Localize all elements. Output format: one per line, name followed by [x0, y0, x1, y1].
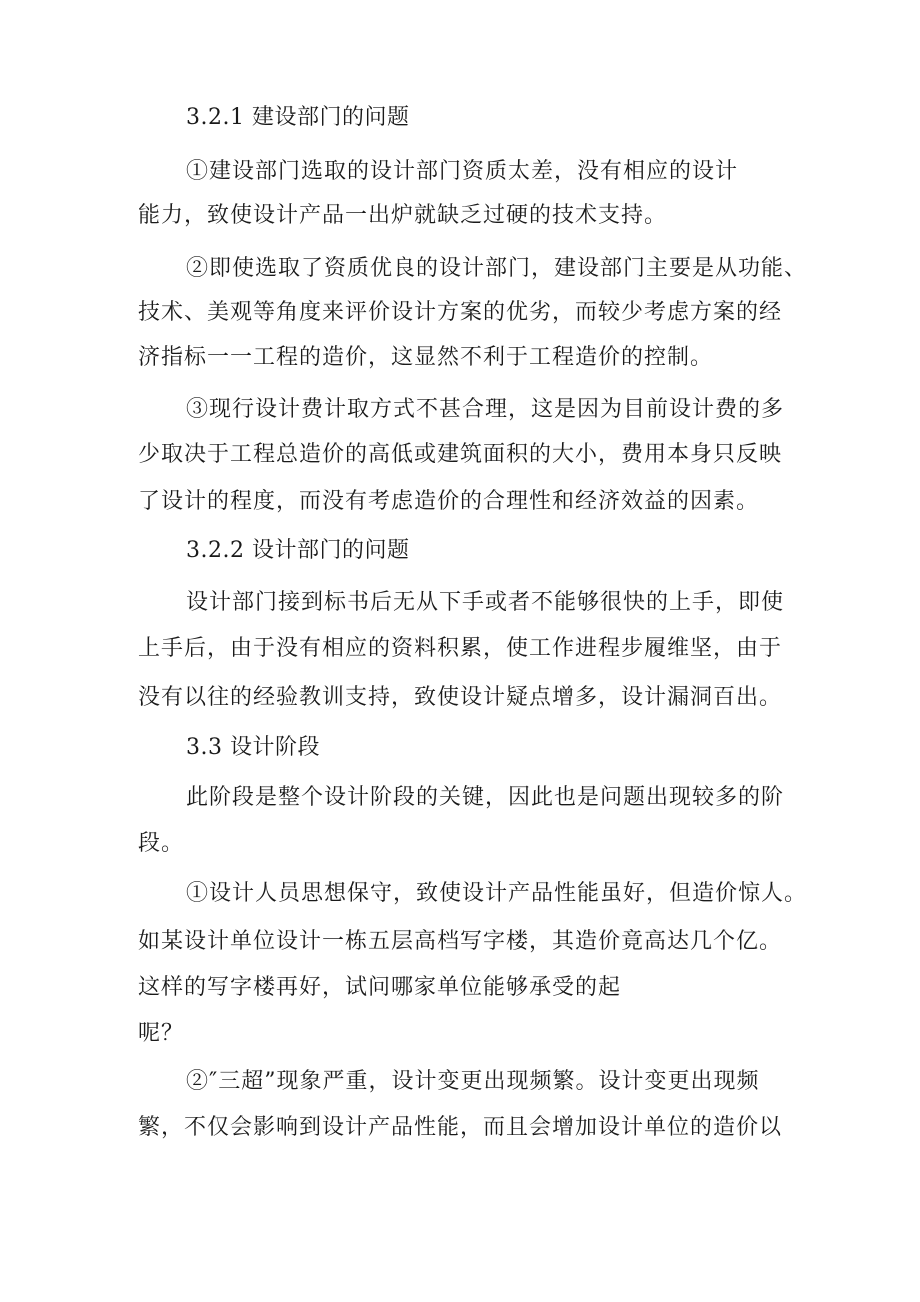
paragraph-line: 少取决于工程总造价的高低或建筑面积的大小，费用本身只反映: [138, 442, 783, 467]
paragraph-line: ②即使选取了资质优良的设计部门，建设部门主要是从功能、: [186, 256, 808, 281]
paragraph-line: 设计部门接到标书后无从下手或者不能够很快的上手，即使: [186, 590, 785, 615]
paragraph-line: 济指标一一工程的造价，这显然不利于工程造价的控制。: [138, 345, 714, 370]
paragraph-line: ①设计人员思想保守，致使设计产品性能虽好，但造价惊人。: [186, 881, 808, 906]
paragraph-line: ①建设部门选取的设计部门资质太差，没有相应的设计: [186, 159, 739, 184]
paragraph-line: 上手后，由于没有相应的资料积累，使工作进程步履维坚，由于: [138, 636, 783, 661]
paragraph-line: 能力，致使设计产品一出炉就缺乏过硬的技术支持。: [138, 203, 668, 228]
paragraph-line: 这样的写字楼再好，试问哪家单位能够承受的起: [138, 975, 622, 1000]
paragraph-line: 了设计的程度，而没有考虑造价的合理性和经济效益的因素。: [138, 489, 760, 514]
paragraph-line: ③现行设计费计取方式不甚合理，这是因为目前设计费的多: [186, 397, 785, 422]
paragraph-line: 段。: [138, 831, 185, 856]
paragraph-line: 技术、美观等角度来评价设计方案的优劣，而较少考虑方案的经: [138, 300, 783, 325]
paragraph-line: 没有以往的经验教训支持，致使设计疑点增多，设计漏洞百出。: [138, 685, 783, 710]
paragraph-line: 此阶段是整个设计阶段的关键，因此也是问题出现较多的阶: [186, 785, 785, 810]
paragraph-line: 如某设计单位设计一栋五层高档写字楼，其造价竟高达几个亿。: [138, 929, 783, 954]
paragraph-line: ②″三超”现象严重，设计变更出现频繁。设计变更出现频: [186, 1069, 760, 1094]
section-heading-3-2-2: 3.2.2 设计部门的问题: [186, 538, 410, 563]
paragraph-line: 繁，不仅会影响到设计产品性能，而且会增加设计单位的造价以: [138, 1115, 783, 1140]
paragraph-line: 呢？: [138, 1021, 185, 1046]
section-heading-3-2-1: 3.2.1 建设部门的问题: [186, 105, 410, 130]
section-heading-3-3: 3.3 设计阶段: [186, 735, 320, 760]
